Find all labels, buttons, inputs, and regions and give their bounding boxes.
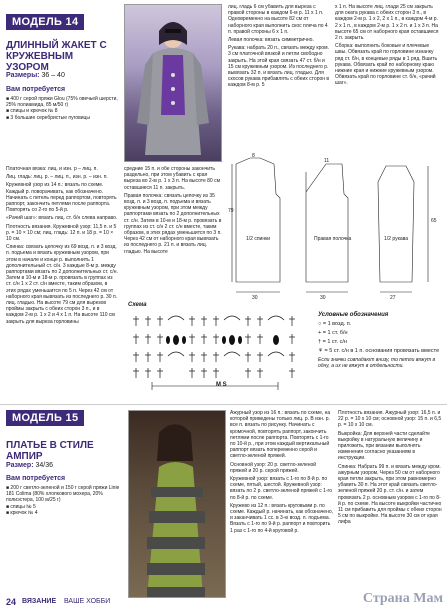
model14-badge: МОДЕЛЬ 14: [6, 14, 84, 30]
ms-label: M S: [216, 382, 227, 388]
paragraph: Рукава: набрать 20 п., связать между кром. 3 см платочной вязкой и петли свободно закрыть. На этой края связать 47 ст. б/н и 15 см кружевным узором. Из последнего р. вывязать 32 п. и вязать лиц. гладью. Для скосов рукава прибавлять с обеих сторон в каждом 8-м р. 5: [228, 45, 330, 89]
front-label: Правая полочка: [314, 236, 352, 242]
model15-need-label: Вам потребуется: [6, 475, 66, 482]
paragraph: Основной узор: 20 р. светло-зеленой пряжей и 20 р. серой пряжей.: [230, 461, 317, 474]
model15-title: ПЛАТЬЕ В СТИЛЕ АМПИР: [6, 440, 94, 462]
model15-need-list: [6, 485, 122, 516]
paragraph: «Рачий шаг»: вязать лиц. ст. б/н слева направо.: [6, 215, 118, 222]
model14-sizes-label: Размеры:: [6, 72, 40, 79]
section-divider: [0, 404, 447, 405]
dim-label: 11: [324, 158, 330, 164]
paragraph: Плотность вязания. Кружевной узор: 11,5 п. и 5 р. = 10 × 10 см; лиц. гладь: 12 п. и 18 р. = 10 × 10 см.: [6, 223, 117, 243]
model14-sizes: [6, 72, 65, 79]
model14-col2-top: [228, 4, 331, 152]
chain-icon: ○: [318, 321, 322, 327]
need-item: ■ 200 г светло-зеленой и 150 г серой пряжи Linie 181 Colima (80% хлопкового мохера, 20% полиэстера, 100 м/25 г): [6, 485, 120, 504]
legend-title: Условные обозначения: [318, 312, 389, 318]
site-watermark: Страна Мам: [362, 591, 443, 606]
model14-col2-mid: [124, 166, 224, 302]
legend-item: ○ = 1 возд. п.: [318, 321, 352, 327]
paragraph: Кружево из 12 п.: вязать круговыми р. по схеме. Каждый р. начинать, как обозначено, и заканчивать 1 сс. в 3-ю возд. п. подъема. Вязать с 1-го по 9-й р. раппорт и повторить 1 раз с 1-го по 4-й круговой р.: [230, 502, 334, 534]
paragraph: средние 15 п. и обе стороны закончить раздельно, при этом убавить с края выреза во 2-м р. 1 х 3 п. На высоте 80 см оставшиеся 11 п. закрыть.: [124, 166, 221, 191]
paragraph: Платочная вязка: лиц. и изн. р – лиц. п.: [6, 166, 98, 172]
paragraph: лиц. гладь 6 см убавить для выреза с правой стороны в каждом 6-м р. 11 х 1 п. Одновременно на высоте 82 см от наборного края выполнить скос плеча по 4 п. правой стороны 6 х 1 п.: [228, 4, 328, 35]
paragraph: Правая полочка: связать цепочку из 35 возд. п. и 3 возд. п. подъема и вязать кружевным узором, при этом между раппортами вязать по 2 дополнительных ст. с/н. Затем в 10-м и 18-м р. провязать в группах из ст. с/н 2 ст. с/н вместе, таким образом, в этих рядах уменьшится по 3 п. Через 42 см от наборного края вывязать из последнего р. 21 п. и вязать лиц. гладью. На высоте: [124, 192, 222, 255]
page-number: 24: [6, 597, 17, 607]
dim-label: 65: [431, 218, 437, 224]
dc-icon: †: [318, 339, 322, 345]
paragraph: Левая полочка: вязать симметрично.: [228, 37, 314, 44]
legend-item: ⚘ = 5 ст. с/н в 1 п. основания провязать вместе: [318, 348, 440, 354]
dim-label: 30: [252, 295, 258, 301]
model15-sizes: [6, 462, 53, 469]
dim-label: 30: [320, 295, 326, 301]
need-item: ■ 3 большие серебристые пуговицы: [6, 114, 91, 121]
paragraph: Кружевной узор: вязать с 1-го по 8-й р. по схеме, пятый, шестой. Кружевной узор: вязать по 2 р. светло-зеленой пряжей с 1-го по 8-й р. по схеме.: [230, 476, 333, 501]
paragraph: Плотность вязания. Ажурный узор: 16,5 п. и 22 р. = 10 х 10 см; основной узор: 15 п. и 6,5 р. = 10 х 10 см.: [338, 410, 442, 429]
paragraph: х 1 п. На высоте лиц. глади 25 см закрыть для оката рукава с обеих сторон 3 п., в каждом 2-м р. 1 х 2, 2 х 1 п., в каждом 4-м р. 2 х 1 п., в каждом 2-м р. 1 х 2 п. и 1 х 3 п. На высоте 65 см от наборного края оставшиеся 2 п. закрыть.: [335, 4, 439, 42]
chart-title: Схема: [128, 302, 147, 308]
model15-photo: [128, 410, 226, 598]
model14-title: ДЛИННЫЙ ЖАКЕТ С КРУЖЕВНЫМ УЗОРОМ: [6, 40, 107, 73]
stitch-chart: [128, 310, 304, 392]
magazine-tagline: ВАШЕ ХОББИ: [64, 598, 111, 605]
paragraph: Выкройка: Для верхней части сделайте выкройку в натуральную величину и приложить, при вязании выполнять изменения согласно указаниям в инструкции.: [338, 430, 430, 462]
model14-col1: [6, 166, 118, 388]
cluster-icon: ⚘: [318, 348, 323, 354]
paragraph: Лиц. гладь: лиц. р. – лиц. п., изн. р. – изн. п.: [6, 174, 108, 181]
model14-photo: [124, 4, 222, 162]
model15-sizes-label: Размер:: [6, 462, 34, 469]
paragraph: Спинка: Набрать 99 п. и вязать между кром. ажурным узором. Через 50 см от наборного края петли закрыть, при этом равномерно убавить 30 п. На этот край связать светло-зеленой пряжей 20 р. ст. с/н. и затем провязать 2 р. основным узором с 1-го по 8-й р. по схеме. На высоте выкройки частично 11 см прибавить для проймы с обеих сторон 5 см по выкройке. На высоте 30 см от края лифа: [338, 463, 442, 526]
legend-item: + = 1 ст. б/н: [318, 330, 348, 336]
paragraph: Сборка: выполнить боковые и плечевые швы. Обвязать край по горловине изнанку ряд ст. б/н, в концевые ряды в 1 ряд. Вшить рукава. Обвязать край по наборному краю нижние края и нижние кружевным узором. Обвязать край по горловине ст. б/н, «рачий шаг».: [335, 43, 438, 87]
model15-badge: МОДЕЛЬ 15: [6, 410, 84, 426]
need-item: ■ спицы № 5: [6, 503, 36, 510]
magazine-name: ВЯЗАНИЕ: [22, 598, 57, 605]
need-item: ■ спицы и крючок № 8: [6, 108, 58, 115]
dim-label: 27: [390, 295, 396, 301]
model14-need-list: [6, 96, 118, 121]
legend-note: Если значки совпадают внизу, то петли вяжут в одну, а их не вяжут в отдельности.: [318, 357, 436, 369]
need-item: ■ 400 г серой пряжи Glou (75% овечьей шерсти, 25% полиамида, 85 м/50 г): [6, 96, 118, 109]
sleeve-label: 1/2 рукава: [384, 236, 409, 242]
model14-col3-top: [335, 4, 441, 152]
legend-item: † = 1 ст. с/н: [318, 339, 347, 345]
model15-col2: [230, 410, 334, 594]
need-item: ■ крючок № 4: [6, 509, 38, 516]
model15-sizes-value: 34/36: [35, 462, 54, 469]
sc-icon: +: [318, 330, 322, 336]
legend: [318, 312, 442, 369]
paragraph: Ажурный узор из 16 п.: вязать по схеме, на которой приведены только лиц. р. В изн. р. все п. вязать по рисунку. Начинать с кромочной, повторять раппорт, закончить петлями после раппорта. Повторять с 1-го по 10-й р., при этом каждый вертикальный раппорт вязать попеременно серой и светло-зеленой пряжей.: [230, 410, 331, 460]
model14-need-label: Вам потребуется: [6, 86, 66, 93]
dim-label: 8: [252, 153, 255, 159]
back-label: 1/2 спинки: [246, 236, 271, 242]
model15-col3: [338, 410, 442, 582]
paragraph: Спинка: связать цепочку из 69 возд. п. и 3 возд. п. подъема и вязать кружевным узором, при этом в начале и конце р. выполнить 1 дополнительный ст. с/н. 3 каждые 8-м р. между раппортами вязать по 2 дополнительных ст. с/н. Затем в 10-м и 18-м р. провязать в группах из ст. с/н 1 х 2 ст. с/н вместе, таким образом, в этих рядах уменьшится по 5 п. Через 42 см от наборного края вывязать из последнего р. 30 п. лиц. гладью. На высоте 79 см для вырезов проймы закрыть с обеих сторон 3 п., и в каждом 2-м р. 1 х 2 и 4 х 1 п. На высоте 110 см закрыть для выреза горловины: [6, 244, 118, 325]
model14-sizes-value: 36 – 40: [41, 72, 65, 79]
dim-label: 79: [228, 208, 234, 214]
garment-schematic: [228, 152, 443, 302]
paragraph: Кружевной узор из 14 п.: вязать по схеме. Каждый р. поворачивать, как обозначено. Начинать с петель перед раппортом, повторять раппорт, закончить петлями после раппорта. Повторять со 2-го по 5-й р.: [6, 182, 117, 214]
